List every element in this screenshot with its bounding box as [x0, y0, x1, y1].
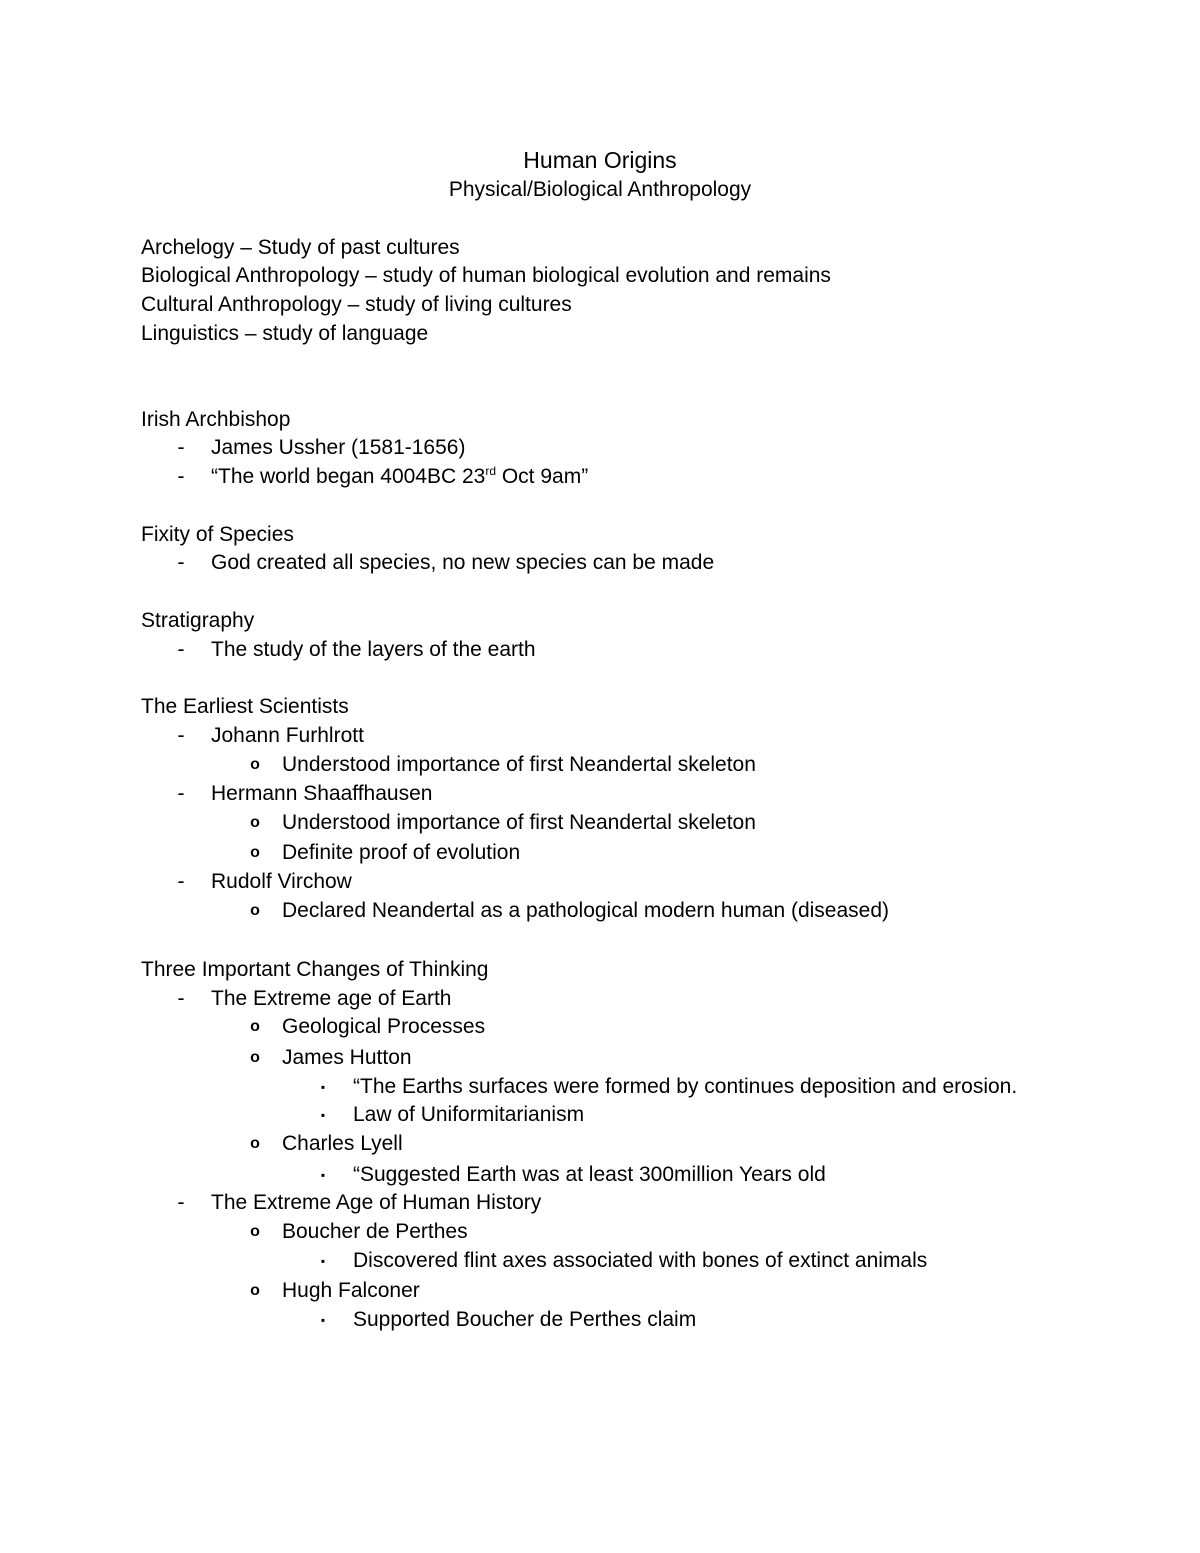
list-item: Boucher de Perthes — [282, 1220, 468, 1243]
list-item: Geological Processes — [282, 1015, 486, 1038]
list-item: “Suggested Earth was at least 300million Years old — [353, 1163, 826, 1186]
definition-cultural-anthropology: Cultural Anthropology – study of living cultures — [141, 293, 572, 316]
list-item: Charles Lyell — [282, 1132, 403, 1155]
dash-bullet: - — [177, 638, 185, 661]
circle-bullet: o — [250, 1018, 260, 1035]
dash-bullet: - — [177, 551, 185, 574]
circle-bullet: o — [250, 1282, 260, 1299]
list-item: The Extreme age of Earth — [211, 987, 452, 1010]
circle-bullet: o — [250, 756, 260, 773]
section-heading-fixity: Fixity of Species — [141, 523, 294, 546]
list-item: Understood importance of first Neandertal skeleton — [282, 753, 756, 776]
circle-bullet: o — [250, 902, 260, 919]
dash-bullet: - — [177, 724, 185, 747]
section-heading-archbishop: Irish Archbishop — [141, 408, 291, 431]
list-item: Rudolf Virchow — [211, 870, 352, 893]
list-item: God created all species, no new species can be made — [211, 551, 715, 574]
square-bullet: ▪ — [320, 1108, 326, 1122]
section-heading-stratigraphy: Stratigraphy — [141, 609, 255, 632]
square-bullet: ▪ — [320, 1080, 326, 1094]
quote-text-start: “The world began 4004BC 23 — [211, 465, 486, 488]
list-item: Declared Neandertal as a pathological modern human (diseased) — [282, 899, 890, 922]
square-bullet: ▪ — [320, 1313, 326, 1327]
list-item: Understood importance of first Neandertal skeleton — [282, 811, 756, 834]
list-item: Hugh Falconer — [282, 1279, 420, 1302]
square-bullet: ▪ — [320, 1168, 326, 1182]
circle-bullet: o — [250, 844, 260, 861]
list-item: The study of the layers of the earth — [211, 638, 536, 661]
list-item — [211, 463, 588, 491]
circle-bullet: o — [250, 1049, 260, 1066]
dash-bullet: - — [177, 987, 185, 1010]
page-title: Human Origins — [523, 147, 677, 173]
list-item: The Extreme Age of Human History — [211, 1191, 542, 1214]
square-bullet: ▪ — [320, 1254, 326, 1268]
quote-text-end: Oct 9am” — [496, 465, 589, 488]
list-item: Supported Boucher de Perthes claim — [353, 1308, 697, 1331]
dash-bullet: - — [177, 1191, 185, 1214]
list-item: Discovered flint axes associated with bones of extinct animals — [353, 1249, 928, 1272]
section-heading-changes: Three Important Changes of Thinking — [141, 958, 489, 981]
circle-bullet: o — [250, 1223, 260, 1240]
list-item: “The Earths surfaces were formed by continues deposition and erosion. — [353, 1075, 1018, 1098]
list-item: Definite proof of evolution — [282, 841, 521, 864]
dash-bullet: - — [177, 465, 185, 488]
section-heading-scientists: The Earliest Scientists — [141, 695, 349, 718]
definition-linguistics: Linguistics – study of language — [141, 322, 429, 345]
list-item: Law of Uniformitarianism — [353, 1103, 585, 1126]
dash-bullet: - — [177, 870, 185, 893]
list-item: James Ussher (1581-1656) — [211, 436, 466, 459]
dash-bullet: - — [177, 436, 185, 459]
dash-bullet: - — [177, 782, 185, 805]
list-item: Hermann Shaaffhausen — [211, 782, 433, 805]
circle-bullet: o — [250, 1135, 260, 1152]
ordinal-superscript: rd — [485, 464, 497, 478]
list-item: Johann Furhlrott — [211, 724, 364, 747]
circle-bullet: o — [250, 814, 260, 831]
definition-archelogy: Archelogy – Study of past cultures — [141, 236, 460, 259]
definition-biological-anthropology: Biological Anthropology – study of human biological evolution and remains — [141, 264, 831, 287]
list-item: James Hutton — [282, 1046, 412, 1069]
page-subtitle: Physical/Biological Anthropology — [448, 178, 752, 201]
